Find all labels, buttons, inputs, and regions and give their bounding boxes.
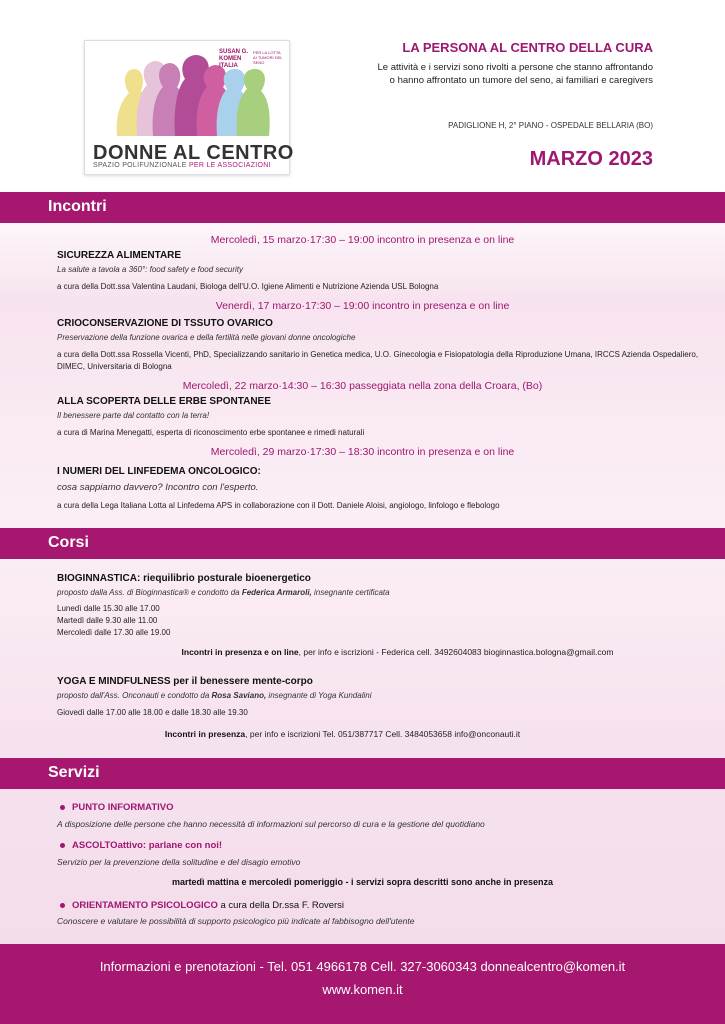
brand-tagline: PER LA LOTTA AI TUMORI DEL SENO: [253, 50, 283, 65]
section-title-servizi: Servizi: [48, 764, 100, 781]
logo-title: DONNE AL CENTRO: [93, 142, 294, 164]
course-subtitle: proposto dalla Ass. di Bioginnastica® e condotto da Federica Armaroli, insegnante certificata: [57, 588, 390, 597]
logo-card: [84, 40, 294, 175]
event-date: Mercoledì, 15 marzo·17:30 – 19:00 incontro in presenza e on line: [210, 234, 515, 246]
course-info: Incontri in presenza, per info e iscrizioni Tel. 051/387717 Cell. 3484053658 info@onconauti.it: [164, 729, 521, 739]
bullet-icon: [60, 903, 65, 908]
header-place: PADIGLIONE H, 2° PIANO - OSPEDALE BELLARIA (BO): [448, 121, 653, 130]
event-speaker: a cura della Dott.ssa Valentina Laudani, Biologa dell'U.O. Igiene Alimenti e Nutrizione Azienda USL Bologna: [57, 282, 439, 291]
event-subtitle: cosa sappiamo davvero? Incontro con l'esperto.: [57, 482, 259, 493]
brand-logo: SUSAN G. KOMEN ITALIA: [219, 49, 249, 69]
event-title: SICUREZZA ALIMENTARE: [57, 250, 182, 261]
event-title: ALLA SCOPERTA DELLE ERBE SPONTANEE: [57, 396, 271, 407]
event-date: Venerdì, 17 marzo·17:30 – 19:00 incontro in presenza e on line: [215, 300, 510, 312]
event-subtitle: Il benessere parte dal contatto con la terra!: [57, 411, 210, 420]
course-title: BIOGINNASTICA: riequilibrio posturale bioenergetico: [57, 573, 311, 584]
course-subtitle: proposto dall'Ass. Onconauti e condotto da Rosa Saviano, insegnante di Yoga Kundalini: [57, 691, 372, 700]
event-title: CRIOCONSERVAZIONE DI TSSUTO OVARICO: [57, 318, 273, 329]
footer-contacts: Informazioni e prenotazioni - Tel. 051 4966178 Cell. 327-3060343 donnealcentro@komen.it: [99, 959, 626, 974]
course-schedule: Lunedì dalle 15.30 alle 17.00: [57, 604, 160, 613]
event-speaker: a cura della Dott.ssa Rossella Vicenti, PhD, Specializzando sanitario in Genetica medica, U.O. Ginecologia e Fisiopatologia della Riproduzione Umana, IRCCS Azienda Ospedaliero, DIMEC, Universitaria di Bologna: [57, 350, 699, 371]
event-speaker: a cura della Lega Italiana Lotta al Linfedema APS in collaborazione con il Dott. Daniele Aloisi, angiologo, linfologo e flebologo: [57, 501, 500, 510]
service-description: A disposizione delle persone che hanno necessità di informazioni sul percorso di cura e la gestione del quotidiano: [57, 819, 485, 829]
course-schedule: Martedì dalle 9.30 alle 11.00: [57, 616, 158, 625]
event-subtitle: Preservazione della funzione ovarica e della fertilità nelle giovani donne oncologiche: [57, 333, 356, 342]
course-schedule: Mercoledì dalle 17.30 alle 19.00: [57, 628, 171, 637]
header-month: MARZO 2023: [529, 148, 653, 170]
service-presence-note: martedì mattina e mercoledì pomeriggio - i servizi sopra descritti sono anche in presenza: [171, 877, 554, 887]
event-speaker: a cura di Marina Menegatti, esperta di riconoscimento erbe spontanee e rimedi naturali: [57, 428, 365, 437]
event-subtitle: La salute a tavola a 360°: food safety e food security: [57, 265, 243, 274]
section-title-incontri: Incontri: [48, 198, 107, 215]
event-date: Mercoledì, 29 marzo·17:30 – 18:30 incontro in presenza e on line: [210, 446, 515, 458]
bullet-icon: [60, 805, 65, 810]
service-item: ORIENTAMENTO PSICOLOGICO a cura della Dr.ssa F. Roversi: [60, 900, 344, 911]
section-band-corsi: [0, 528, 725, 559]
course-info: Incontri in presenza e on line, per info e iscrizioni - Federica cell. 3492604083 bioginnastica.bologna@gmail.com: [181, 647, 614, 657]
header-title: LA PERSONA AL CENTRO DELLA CURA: [402, 40, 653, 55]
logo-subtitle: SPAZIO POLIFUNZIONALE PER LE ASSOCIAZIONI: [93, 162, 271, 169]
footer-website-link[interactable]: www.komen.it: [322, 982, 403, 997]
header-description: Le attività e i servizi sono rivolti a persone che stanno affrontando o hanno affrontato un tumore del seno, ai familiari e caregivers: [377, 62, 653, 86]
bullet-icon: [60, 843, 65, 848]
section-band-servizi: [0, 758, 725, 789]
footer: [0, 944, 725, 1024]
service-description: Servizio per la prevenzione della solitudine e del disagio emotivo: [57, 857, 301, 867]
event-title: I NUMERI DEL LINFEDEMA ONCOLOGICO:: [57, 466, 261, 477]
service-description: Conoscere e valutare le possibilità di supporto psicologico più indicate al fabbisogno dell'utente: [57, 916, 415, 926]
service-item: PUNTO INFORMATIVO: [60, 802, 174, 813]
section-title-corsi: Corsi: [48, 534, 89, 551]
service-item: ASCOLTOattivo: parlane con noi!: [60, 840, 222, 851]
event-date: Mercoledì, 22 marzo·14:30 – 16:30 passeggiata nella zona della Croara, (Bo): [182, 380, 543, 392]
course-title: YOGA E MINDFULNESS per il benessere mente-corpo: [57, 676, 313, 687]
section-band-incontri: [0, 192, 725, 223]
course-schedule: Giovedì dalle 17.00 alle 18.00 e dalle 18.30 alle 19.30: [57, 708, 248, 717]
